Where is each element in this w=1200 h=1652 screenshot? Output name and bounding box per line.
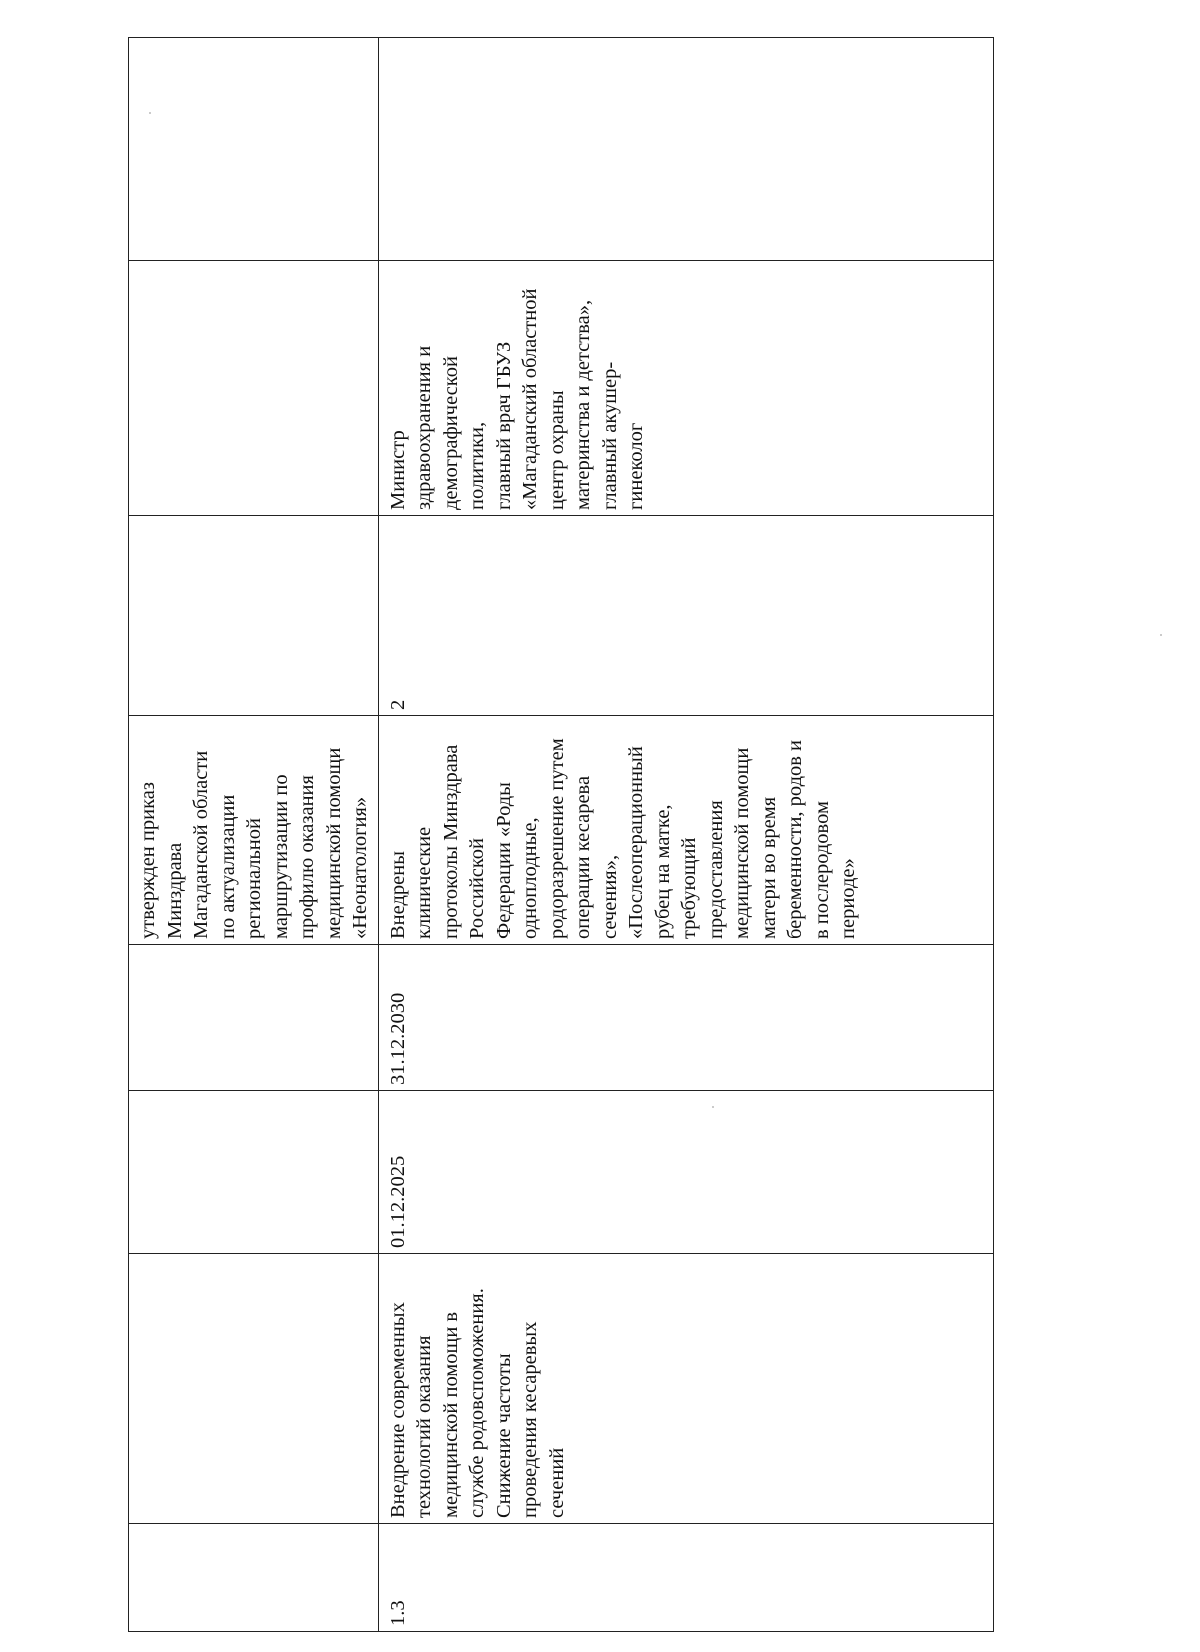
- cell-number: 1.3: [378, 1524, 994, 1632]
- cell-last: [129, 38, 379, 261]
- cell-event: [129, 1254, 379, 1524]
- cell-last: [378, 38, 994, 261]
- cell-result: Внедрены клинические протоколы Минздрава Российской Федерации «Роды одноплодные, родоразрешение путем операции кесарева сечения», «Послеоперационный рубец на матке, требующий предоставления медицинской помощи матери во время беременности, родов и в послеродовом периоде»: [378, 716, 994, 945]
- scan-speck: [1160, 634, 1162, 636]
- cell-code: [129, 516, 379, 716]
- cell-code: 2: [378, 516, 994, 716]
- scan-speck: [149, 112, 151, 114]
- cell-end-date: [129, 945, 379, 1091]
- cell-event: Внедрение современных технологий оказания медицинской помощи в службе родовспоможения. Снижение частоты проведения кесаревых сечений: [378, 1254, 994, 1524]
- rotated-table-wrapper: [128, 38, 994, 1632]
- cell-result: утвержден приказ Минздрава Магаданской области по актуализации региональной маршрутизации по профилю оказания медицинской помощи «Неонатология»: [129, 716, 379, 945]
- table-row-1-3: [378, 38, 994, 1632]
- cell-responsible: [129, 261, 379, 516]
- scan-speck: [712, 1106, 714, 1108]
- cell-number: [129, 1524, 379, 1632]
- cell-end-date: 31.12.2030: [378, 945, 994, 1091]
- table-row-continuation: [129, 38, 379, 1632]
- plan-table: [128, 37, 994, 1632]
- cell-responsible: Министр здравоохранения и демографической политики, главный врач ГБУЗ «Магаданский областной центр охраны материнства и детства», главный акушер- гинеколог: [378, 261, 994, 516]
- cell-start-date: [129, 1091, 379, 1254]
- cell-start-date: 01.12.2025: [378, 1091, 994, 1254]
